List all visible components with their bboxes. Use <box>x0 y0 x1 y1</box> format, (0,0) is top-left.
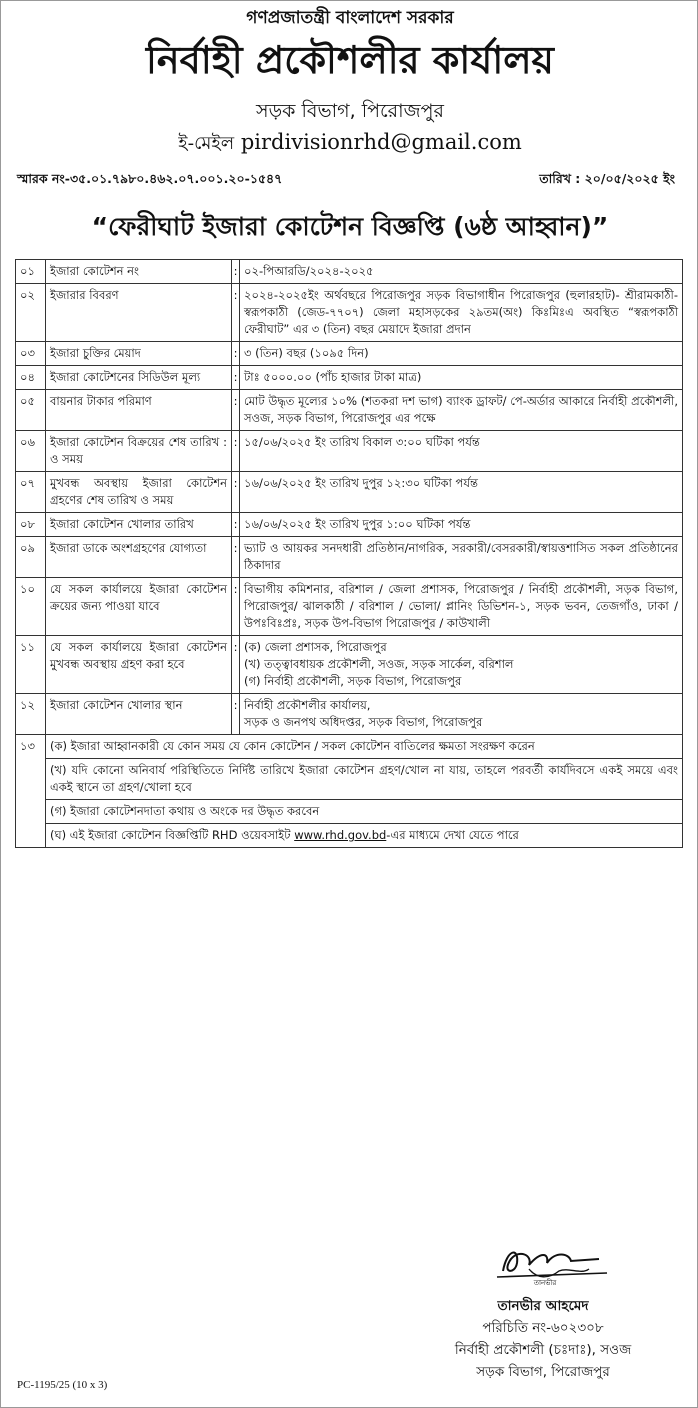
division-heading: সড়ক বিভাগ, পিরোজপুর <box>256 100 444 122</box>
condition-item: (খ) যদি কোনো অনিবার্য পরিস্থিতিতে নির্দিষ্ট তারিখে ইজারা কোটেশন গ্রহণ/খোল না যায়, তাহলে পরবর্তী কার্যদিবসে একই সময়ে এবং একই স্থানে তা গ্রহণ/খোলা হবে <box>46 759 683 800</box>
row-value: ৩ (তিন) বছর (১০৯৫ দিন) <box>240 342 683 366</box>
row-colon: : <box>232 636 240 694</box>
row-label: ইজারা ডাকে অংশগ্রহণের যোগ্যতা <box>46 537 232 578</box>
row-label: ইজারা কোটেশন বিক্রয়ের শেষ তারিখ : ও সময় <box>46 431 232 472</box>
memo-number: স্মারক নং-৩৫.০১.৭৯৮০.৪৬২.০৭.০০১.২০-১৫৪৭ <box>17 171 283 186</box>
row-colon: : <box>232 472 240 513</box>
footer-code: PC-1195/25 (10 x 3) <box>17 1379 108 1391</box>
row-value: ১৬/০৬/২০২৫ ইং তারিখ দুপুর ১:০০ ঘটিকা পর্যন্ত <box>240 513 683 537</box>
row-label: ইজারার বিবরণ <box>46 284 232 342</box>
table-row <box>16 472 683 513</box>
table-row <box>16 284 683 342</box>
government-heading: গণপ্রজাতন্ত্রী বাংলাদেশ সরকার <box>246 8 454 28</box>
condition-item <box>46 824 683 848</box>
table-row <box>16 513 683 537</box>
row-number: ০৩ <box>16 342 46 366</box>
row-colon: : <box>232 431 240 472</box>
row-colon: : <box>232 578 240 636</box>
signatory-name: তানভীর আহমেদ <box>497 1298 589 1314</box>
condition-item: (গ) ইজারা কোটেশনদাতা কথায় ও অংকে দর উদ্ধৃত করবেন <box>46 800 683 824</box>
email-label: ই-মেইল <box>178 133 235 154</box>
row-value: বিভাগীয় কমিশনার, বরিশাল / জেলা প্রশাসক, পিরোজপুর / নির্বাহী প্রকৌশলী, সড়ক বিভাগ, পিরোজপুর/ ঝালকাঠী / বরিশাল / ভোলা/ প্লানিং ডিভিশন-১, সড়ক ভবন, তেজগাঁও, ঢাকা / উপঃবিঃপ্রঃ, সড়ক উপ-বিভাগ পিরোজপুর / কাউখালী <box>240 578 683 636</box>
value-line: (খ) তত্ত্বাবধায়ক প্রকৌশলী, সওজ, সড়ক সার্কেল, বরিশাল <box>244 657 514 671</box>
row-label: ইজারা কোটেশনের সিডিউল মূল্য <box>46 366 232 390</box>
table-row <box>16 390 683 431</box>
table-row <box>16 759 683 800</box>
row-value: ভ্যাট ও আয়কর সনদধারী প্রতিষ্ঠান/নাগরিক, সরকারী/বেসরকারী/স্বায়ত্তশাসিত সকল প্রতিষ্ঠানের ঠিকাদার <box>240 537 683 578</box>
row-value: টাঃ ৫০০০.০০ (পাঁচ হাজার টাকা মাত্র) <box>240 366 683 390</box>
row-number: ০১ <box>16 260 46 284</box>
memo-row <box>17 171 681 191</box>
row-colon: : <box>232 284 240 342</box>
row-colon: : <box>232 366 240 390</box>
row-number: ১১ <box>16 636 46 694</box>
row-colon: : <box>232 260 240 284</box>
row-value <box>240 636 683 694</box>
row-number: ০৯ <box>16 537 46 578</box>
value-line: নির্বাহী প্রকৌশলীর কার্যালয়, <box>244 698 371 712</box>
table-row <box>16 735 683 759</box>
signatory-designation: নির্বাহী প্রকৌশলী (চঃদাঃ), সওজ <box>454 1342 632 1358</box>
row-label: বায়নার টাকার পরিমাণ <box>46 390 232 431</box>
signature-image <box>489 1241 619 1287</box>
condition-text: -এর মাধ্যমে দেখা যেতে পারে <box>386 828 519 842</box>
email-address: pirdivisionrhd@gmail.com <box>240 130 522 154</box>
signature-stamp-text: তানভীর <box>533 1279 557 1287</box>
table-row <box>16 636 683 694</box>
notice-table <box>15 259 683 848</box>
row-value: ১৫/০৬/২০২৫ ইং তারিখ বিকাল ৩:০০ ঘটিকা পর্যন্ত <box>240 431 683 472</box>
row-number: ০২ <box>16 284 46 342</box>
row-number: ১০ <box>16 578 46 636</box>
signatory-office: সড়ক বিভাগ, পিরোজপুর <box>476 1364 610 1380</box>
row-value: ০২-পিআরডি/২০২৪-২০২৫ <box>240 260 683 284</box>
row-number: ১২ <box>16 694 46 735</box>
row-colon: : <box>232 694 240 735</box>
table-row <box>16 578 683 636</box>
table-row <box>16 431 683 472</box>
row-number: ০৪ <box>16 366 46 390</box>
row-number: ০৬ <box>16 431 46 472</box>
row-number: ০৫ <box>16 390 46 431</box>
row-colon: : <box>232 342 240 366</box>
table-row <box>16 342 683 366</box>
row-label: যে সকল কার্যালয়ে ইজারা কোটেশন ক্রয়ের জন্য পাওয়া যাবে <box>46 578 232 636</box>
email-line <box>1 129 698 160</box>
row-colon: : <box>232 513 240 537</box>
office-heading: নির্বাহী প্রকৌশলীর কার্যালয় <box>146 37 554 82</box>
row-colon: : <box>232 390 240 431</box>
row-value: মোট উদ্ধৃত মূল্যের ১০% (শতকরা দশ ভাগ) ব্যাংক ড্রাফট/ পে-অর্ডার আকারে নির্বাহী প্রকৌশলী, সওজ, সড়ক বিভাগ, পিরোজপুর এর পক্ষে <box>240 390 683 431</box>
table-row <box>16 537 683 578</box>
website-link[interactable]: www.rhd.gov.bd <box>294 828 387 842</box>
table-row <box>16 824 683 848</box>
row-value: ২০২৪-২০২৫ইং অর্থবছরে পিরোজপুর সড়ক বিভাগাধীন পিরোজপুর (হুলারহাট)- শ্রীরামকাঠী-স্বরূপকাঠী (জেড-৭৭০৭) জেলা মহাসড়কের ২৯তম(অং) কিঃমিঃএ অবস্থিত “স্বরূপকাঠী ফেরীঘাট” এর ৩ (তিন) বছর মেয়াদে ইজারা প্রদান <box>240 284 683 342</box>
row-number: ০৭ <box>16 472 46 513</box>
memo-date: তারিখ : ২০/০৫/২০২৫ ইং <box>539 171 675 186</box>
table-row <box>16 800 683 824</box>
row-value <box>240 694 683 735</box>
table-row <box>16 694 683 735</box>
value-line: (গ) নির্বাহী প্রকৌশলী, সড়ক বিভাগ, পিরোজপুর <box>244 674 462 688</box>
notice-title: “ফেরীঘাট ইজারা কোটেশন বিজ্ঞপ্তি (৬ষ্ঠ আহ্বান)” <box>91 212 609 241</box>
table-row <box>16 366 683 390</box>
signatory-id: পরিচিতি নং-৬০২৩০৮ <box>482 1320 604 1336</box>
row-label: ইজারা কোটেশন খোলার তারিখ <box>46 513 232 537</box>
value-line: (ক) জেলা প্রশাসক, পিরোজপুর <box>244 640 387 654</box>
row-value: ১৬/০৬/২০২৫ ইং তারিখ দুপুর ১২:৩০ ঘটিকা পর্যন্ত <box>240 472 683 513</box>
row-number: ০৮ <box>16 513 46 537</box>
condition-text: (ঘ) এই ইজারা কোটেশন বিজ্ঞপ্তিটি RHD ওয়েবসাইট <box>50 828 295 842</box>
condition-item: (ক) ইজারা আহ্বানকারী যে কোন সময় যে কোন কোটেশন / সকল কোটেশন বাতিলের ক্ষমতা সংরক্ষণ করেন <box>46 735 683 759</box>
row-label: যে সকল কার্যালয়ে ইজারা কোটেশন মুখবন্ধ অবস্থায় গ্রহণ করা হবে <box>46 636 232 694</box>
table-row <box>16 260 683 284</box>
row-number: ১৩ <box>16 735 46 848</box>
row-colon: : <box>232 537 240 578</box>
value-line: সড়ক ও জনপথ অধিদপ্তর, সড়ক বিভাগ, পিরোজপুর <box>244 715 483 729</box>
row-label: মুখবন্ধ অবস্থায় ইজারা কোটেশন গ্রহণের শেষ তারিখ ও সময় <box>46 472 232 513</box>
row-label: ইজারা চুক্তির মেয়াদ <box>46 342 232 366</box>
row-label: ইজারা কোটেশন খোলার স্থান <box>46 694 232 735</box>
row-label: ইজারা কোটেশন নং <box>46 260 232 284</box>
signature-block <box>423 1295 663 1383</box>
